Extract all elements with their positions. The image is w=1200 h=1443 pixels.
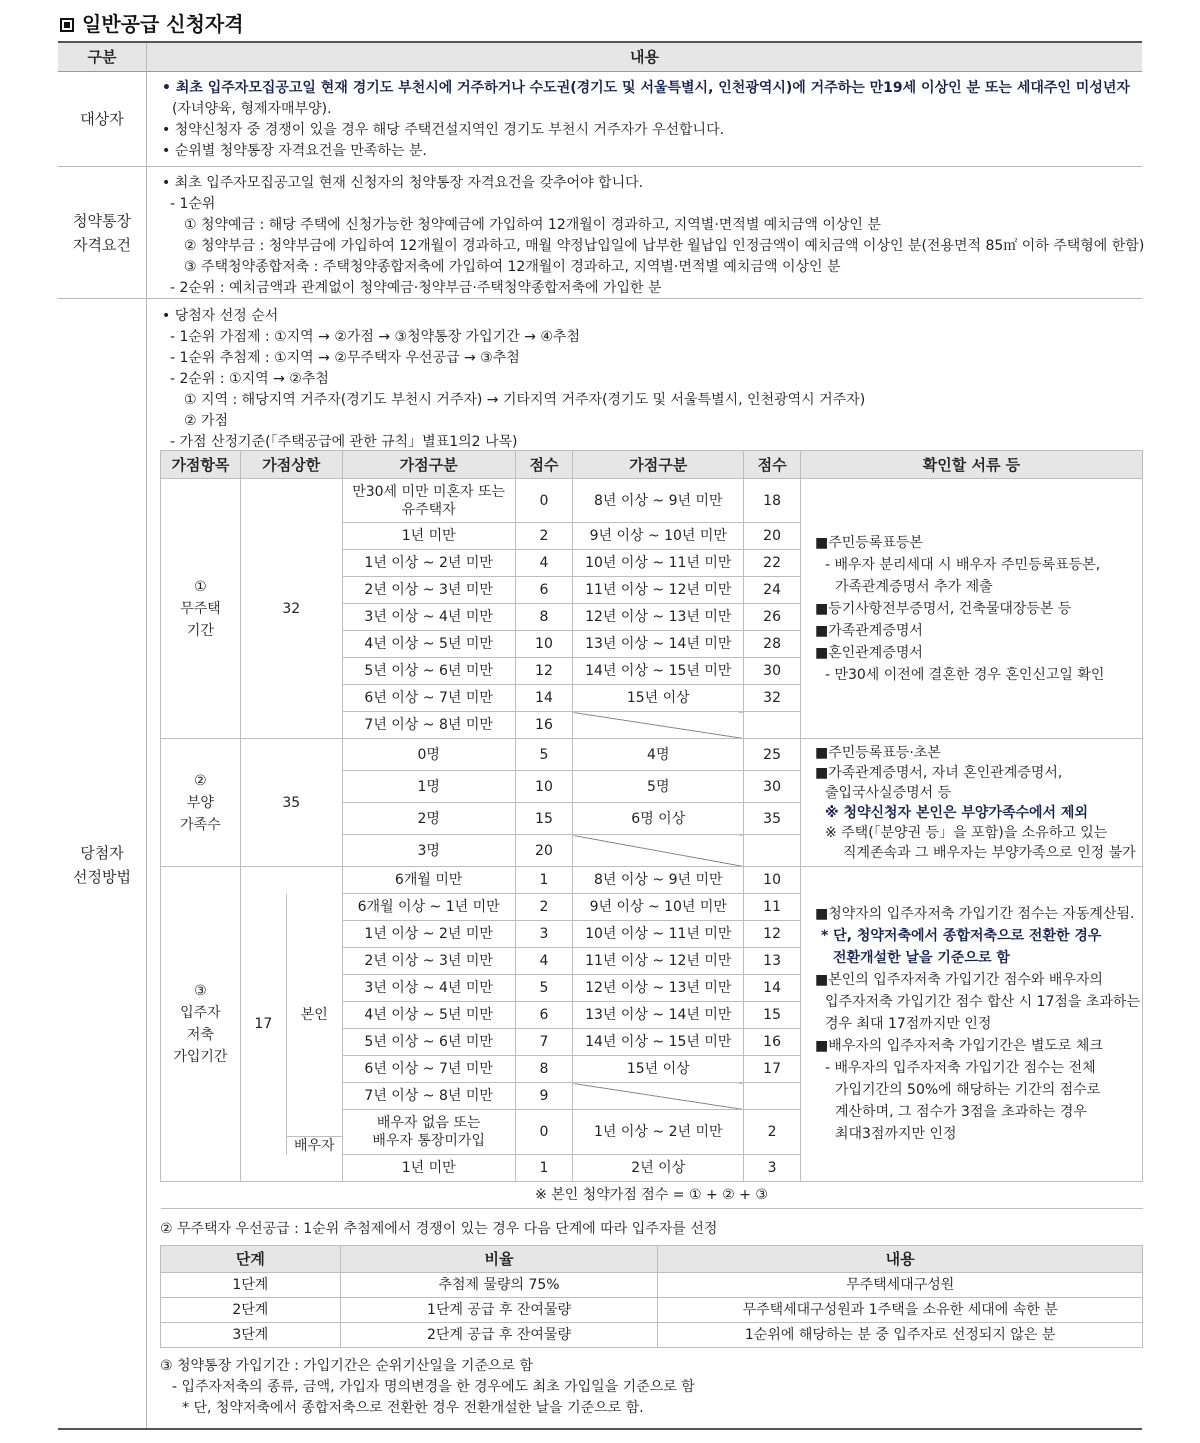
table-cell: 무주택세대구성원과 1주택을 소유한 세대에 속한 분 [658,1298,1143,1323]
selection-line: - 1순위 추첨제 : ①지역 → ②무주택자 우선공급 → ③추첨 [170,350,520,366]
table-cell: 16 [515,712,573,739]
table-cell: 6개월 미만 [342,867,515,894]
score-header: 가점구분 [342,451,515,479]
selection-order-text [162,306,865,453]
table-cell: 4명 [573,739,744,771]
table-cell: 6년 이상 ~ 7년 미만 [342,685,515,712]
table-cell: 13년 이상 ~ 14년 미만 [573,631,744,658]
table-cell: 11 [744,894,801,921]
table-cell: 3년 이상 ~ 4년 미만 [342,604,515,631]
selection-label [58,841,146,889]
table-cell: 2단계 공급 후 잔여물량 [340,1323,658,1348]
table-cell: 18 [744,479,801,523]
table-cell: 24 [744,577,801,604]
table-cell: 1단계 [161,1273,341,1298]
column-divider [146,43,147,1428]
group-homeless-max: 32 [240,479,342,739]
doc-line-bold: * 단, 청약저축에서 종합저축으로 전환한 경우 [820,928,1102,944]
table-cell: 1순위에 해당하는 분 중 입주자로 선정되지 않은 분 [658,1323,1143,1348]
table-cell: 10년 이상 ~ 11년 미만 [573,550,744,577]
eligible-line: • 최초 입주자모집공고일 현재 경기도 부천시에 거주하거나 수도권(경기도 및 서울특별시, 인천광역시)에 거주하는 만19세 이상인 분 또는 세대주인 미성년자 [162,80,1130,96]
empty-cell [744,1083,801,1110]
table-cell: 10 [515,771,573,803]
group-savings-max: 17 [241,894,287,1155]
doc-line: ■주민등록표등·초본 [814,744,941,761]
table-cell: 4년 이상 ~ 5년 미만 [342,631,515,658]
table-cell: 2명 [342,803,515,835]
cell-line: 만30세 미만 미혼자 또는 [352,483,506,500]
doc-line: 경우 최대 17점까지만 인정 [824,1016,992,1032]
subject-split [287,894,342,1155]
eligible-text [162,78,1130,162]
table-cell: 5년 이상 ~ 6년 미만 [342,1029,515,1056]
group-dependents-item [161,739,241,867]
table-cell: 1단계 공급 후 잔여물량 [340,1298,658,1323]
table-cell: 9년 이상 ~ 10년 미만 [573,523,744,550]
empty-slash-cell [573,835,744,867]
doc-line: 최대3점까지만 인정 [834,1126,957,1142]
table-cell: 10년 이상 ~ 11년 미만 [573,921,744,948]
score-formula: ※ 본인 청약가점 점수 = ① + ② + ③ [161,1182,1143,1209]
selection-line: - 1순위 가점제 : ①지역 → ②가점 → ③청약통장 가입기간 → ④추첨 [170,329,580,345]
table-cell: 14 [744,975,801,1002]
score-header: 확인할 서류 등 [800,451,1142,479]
doc-line: 입주자저축 가입기간 점수 합산 시 17점을 초과하는 [824,994,1140,1010]
selection-line: ① 지역 : 해당지역 거주자(경기도 부천시 거주자) → 기타지역 거주자(경기도 및 서울특별시, 인천광역시 거주자) [184,392,866,408]
table-cell: 8년 이상 ~ 9년 미만 [573,867,744,894]
page-title [60,8,244,37]
table-cell: 20 [744,523,801,550]
table-cell: 1년 이상 ~ 2년 미만 [573,1110,744,1155]
empty-slash-cell [573,1083,744,1110]
table-cell: 28 [744,631,801,658]
table-cell: 8년 이상 ~ 9년 미만 [573,479,744,523]
eligible-line: (자녀양육, 형제자매부양). [172,101,332,117]
homeless-docs [800,479,1142,739]
doc-line: 계산하며, 그 점수가 3점을 초과하는 경우 [834,1104,1087,1120]
table-cell: 2단계 [161,1298,341,1323]
table-cell: 2 [515,523,573,550]
table-cell: 2 [744,1110,801,1155]
table-cell: 6 [515,1002,573,1029]
table-cell: 4 [515,550,573,577]
self-label: 본인 [287,894,342,1137]
table-cell: 1년 이상 ~ 2년 미만 [342,921,515,948]
table-cell: 1년 미만 [342,523,515,550]
table-row [161,1323,1143,1348]
table-cell: 1년 미만 [342,1155,515,1182]
table-cell: 5년 이상 ~ 6년 미만 [342,658,515,685]
table-cell: 22 [744,550,801,577]
group-homeless-item [161,479,241,739]
group-savings-item [161,867,241,1182]
doc-line: 가입기간의 50%에 해당하는 기간의 점수로 [834,1082,1101,1098]
table-cell: 5 [515,739,573,771]
table-cell: 2년 이상 ~ 3년 미만 [342,948,515,975]
doc-line: ■청약자의 입주자저축 가입기간 점수는 자동계산됨. [814,906,1135,922]
table-cell: 32 [744,685,801,712]
table-cell: 8 [515,1056,573,1083]
dependents-docs [800,739,1142,867]
table-cell [342,1110,515,1155]
table-cell: 25 [744,739,801,771]
table-cell: 15년 이상 [573,1056,744,1083]
account-line: - 2순위 : 예치금액과 관계없이 청약예금·청약부금·주택청약종합저축에 가입한 분 [170,280,662,296]
section-divider [58,298,1142,299]
table-cell: 10 [744,867,801,894]
account-line: • 최초 입주자모집공고일 현재 신청자의 청약통장 자격요건을 갖추어야 합니다. [162,175,644,191]
item-line: ① [194,578,207,595]
selection-line: ② 가점 [184,413,229,429]
table-cell: 2년 이상 [573,1155,744,1182]
eligible-line: • 순위별 청약통장 자격요건을 만족하는 분. [162,143,427,159]
account-label [58,209,146,257]
table-cell: 2 [515,894,573,921]
table-cell: 14 [515,685,573,712]
table-cell: 무주택세대구성원 [658,1273,1143,1298]
priority-table [160,1245,1143,1348]
table-cell: 9 [515,1083,573,1110]
score-header: 가점상한 [240,451,342,479]
score-header: 가점구분 [573,451,744,479]
score-header: 가점항목 [161,451,241,479]
table-cell: 26 [744,604,801,631]
max-split [241,894,342,1155]
table-cell: 14년 이상 ~ 15년 미만 [573,658,744,685]
table-cell: 3년 이상 ~ 4년 미만 [342,975,515,1002]
selection-line: - 가점 산정기준(「주택공급에 관한 규칙」별표1의2 나목) [170,434,518,450]
selection-line: - 2순위 : ①지역 → ②추첨 [170,371,329,387]
score-table [160,450,1143,1209]
table-cell: 3 [515,921,573,948]
period-line: * 단, 청약저축에서 종합저축으로 전환한 경우 전환개설한 날을 기준으로 함. [182,1400,644,1416]
priority-intro: ② 무주택자 우선공급 : 1순위 추첨제에서 경쟁이 있는 경우 다음 단계에 따라 입주자를 선정 [160,1221,718,1237]
table-cell [342,479,515,523]
spouse-label: 배우자 [294,1137,335,1154]
table-cell: 15 [515,803,573,835]
doc-line: 가족관계증명서 추가 제출 [834,578,993,595]
item-line: 가입기간 [173,1049,228,1065]
table-cell: 17 [744,1056,801,1083]
table-cell: 6개월 이상 ~ 1년 미만 [342,894,515,921]
table-cell: 1년 이상 ~ 2년 미만 [342,550,515,577]
table-cell: 3명 [342,835,515,867]
selection-line: • 당첨자 선정 순서 [162,308,279,324]
account-line: - 1순위 [170,196,216,212]
account-label-line: 청약통장 [73,212,131,230]
table-cell: 16 [744,1029,801,1056]
empty-cell [744,712,801,739]
table-cell: 12년 이상 ~ 13년 미만 [573,604,744,631]
period-text [160,1356,695,1419]
cell-line: 배우자 없음 또는 [376,1115,481,1131]
doc-line-bold: 전환개설한 날을 기준으로 함 [832,950,1010,966]
doc-line: ■주민등록표등본 [814,534,923,551]
item-line: 저축 [186,1027,214,1043]
cell-line: 배우자 통장미가입 [372,1133,485,1149]
doc-line: ■혼인관계증명서 [814,644,923,661]
item-line: 무주택 [180,600,221,617]
table-cell: 0명 [342,739,515,771]
empty-cell [744,835,801,867]
table-cell: 추첨제 물량의 75% [340,1273,658,1298]
table-cell: 3단계 [161,1323,341,1348]
table-cell: 9년 이상 ~ 10년 미만 [573,894,744,921]
item-line: 입주자 [180,1005,221,1021]
table-cell: 8 [515,604,573,631]
score-header: 점수 [744,451,801,479]
group-dependents-max: 35 [240,739,342,867]
table-cell: 30 [744,771,801,803]
period-line: - 입주자저축의 종류, 금액, 가입자 명의변경을 한 경우에도 최초 가입일을 기준으로 함 [172,1379,695,1395]
doc-line: - 만30세 이전에 결혼한 경우 혼인신고일 확인 [824,666,1105,683]
table-cell: 20 [515,835,573,867]
cell-line: 유주택자 [401,501,456,518]
table-cell: 11년 이상 ~ 12년 미만 [573,577,744,604]
period-line: ③ 청약통장 가입기간 : 가입기간은 순위기산일을 기준으로 함 [160,1358,533,1374]
item-line: 가족수 [180,816,221,833]
table-cell: 5명 [573,771,744,803]
table-cell: 7 [515,1029,573,1056]
table-cell: 12년 이상 ~ 13년 미만 [573,975,744,1002]
item-line: ② [194,772,207,789]
priority-header: 비율 [340,1246,658,1273]
square-bullet-icon [60,18,74,32]
table-cell: 6명 이상 [573,803,744,835]
table-cell: 14년 이상 ~ 15년 미만 [573,1029,744,1056]
doc-line: ■가족관계증명서 [814,622,923,639]
table-cell: 10 [515,631,573,658]
table-row [161,1298,1143,1323]
table-cell: 0 [515,1110,573,1155]
table-cell: 6년 이상 ~ 7년 미만 [342,1056,515,1083]
eligible-line: • 청약신청자 중 경쟁이 있을 경우 해당 주택건설지역인 경기도 부천시 거주자가 우선합니다. [162,122,725,138]
empty-slash-cell [573,712,744,739]
table-cell: 30 [744,658,801,685]
selection-label-line: 선정방법 [73,868,131,886]
table-cell: 7년 이상 ~ 8년 미만 [342,1083,515,1110]
item-line: 기간 [186,622,214,639]
account-line: ② 청약부금 : 청약부금에 가입하여 12개월이 경과하고, 매월 약정납입일에 납부한 월납입 인정금액이 예치금액 이상인 분(전용면적 85㎡ 이하 주택형에 한함) [184,238,1145,254]
account-line: ③ 주택청약종합저축 : 주택청약종합저축에 가입하여 12개월이 경과하고, 지역별·면적별 예치금액 이상인 분 [184,259,841,275]
table-cell: 4 [515,948,573,975]
doc-line: 출입국사실증명서 등 [824,784,952,801]
table-cell: 1 [515,867,573,894]
doc-line: ■등기사항전부증명서, 건축물대장등본 등 [814,600,1072,617]
table-cell: 2년 이상 ~ 3년 미만 [342,577,515,604]
table-cell: 11년 이상 ~ 12년 미만 [573,948,744,975]
header-content: 내용 [147,43,1142,72]
table-cell: 1 [515,1155,573,1182]
table-cell: 6 [515,577,573,604]
score-header: 점수 [515,451,573,479]
item-line: ③ [194,983,207,999]
item-line: 부양 [186,794,214,811]
account-label-line: 자격요건 [73,236,131,254]
page-title-text: 일반공급 신청자격 [82,12,244,36]
table-cell: 15 [744,1002,801,1029]
table-cell: 15년 이상 [573,685,744,712]
account-line: ① 청약예금 : 해당 주택에 신청가능한 청약예금에 가입하여 12개월이 경과하고, 지역별·면적별 예치금액 이상인 분 [184,217,881,233]
table-cell: 13 [744,948,801,975]
savings-docs [800,867,1142,1182]
table-cell: 3 [744,1155,801,1182]
table-cell: 35 [744,803,801,835]
table-cell: 4년 이상 ~ 5년 미만 [342,1002,515,1029]
table-row [161,1273,1143,1298]
table-cell: 12 [515,658,573,685]
doc-line-bold: ※ 청약신청자 본인은 부양가족수에서 제외 [824,804,1088,821]
table-cell: 5 [515,975,573,1002]
table-cell: 1명 [342,771,515,803]
table-cell: 13년 이상 ~ 14년 미만 [573,1002,744,1029]
doc-line: ■가족관계증명서, 자녀 혼인관계증명서, [814,764,1063,781]
doc-line: ※ 주택(「분양권 등」을 포함)을 소유하고 있는 [824,824,1108,841]
section-divider [58,166,1142,167]
table-cell: 7년 이상 ~ 8년 미만 [342,712,515,739]
doc-line: ■본인의 입주자저축 가입기간 점수와 배우자의 [814,972,1103,988]
header-category: 구분 [58,43,146,72]
table-cell: 12 [744,921,801,948]
priority-header: 단계 [161,1246,341,1273]
selection-label-line: 당첨자 [80,844,124,862]
table-cell: 0 [515,479,573,523]
account-text [162,173,1144,299]
doc-line: ■배우자의 입주자저축 가입기간은 별도로 체크 [814,1038,1103,1054]
priority-header: 내용 [658,1246,1143,1273]
doc-line: 직계존속과 그 배우자는 부양가족으로 인정 불가 [842,844,1136,861]
eligible-label: 대상자 [80,110,124,128]
doc-line: - 배우자의 입주자저축 가입기간 점수는 전체 [824,1060,1096,1076]
doc-line: - 배우자 분리세대 시 배우자 주민등록표등본, [824,556,1101,573]
group-savings-max-cell [240,867,342,1182]
